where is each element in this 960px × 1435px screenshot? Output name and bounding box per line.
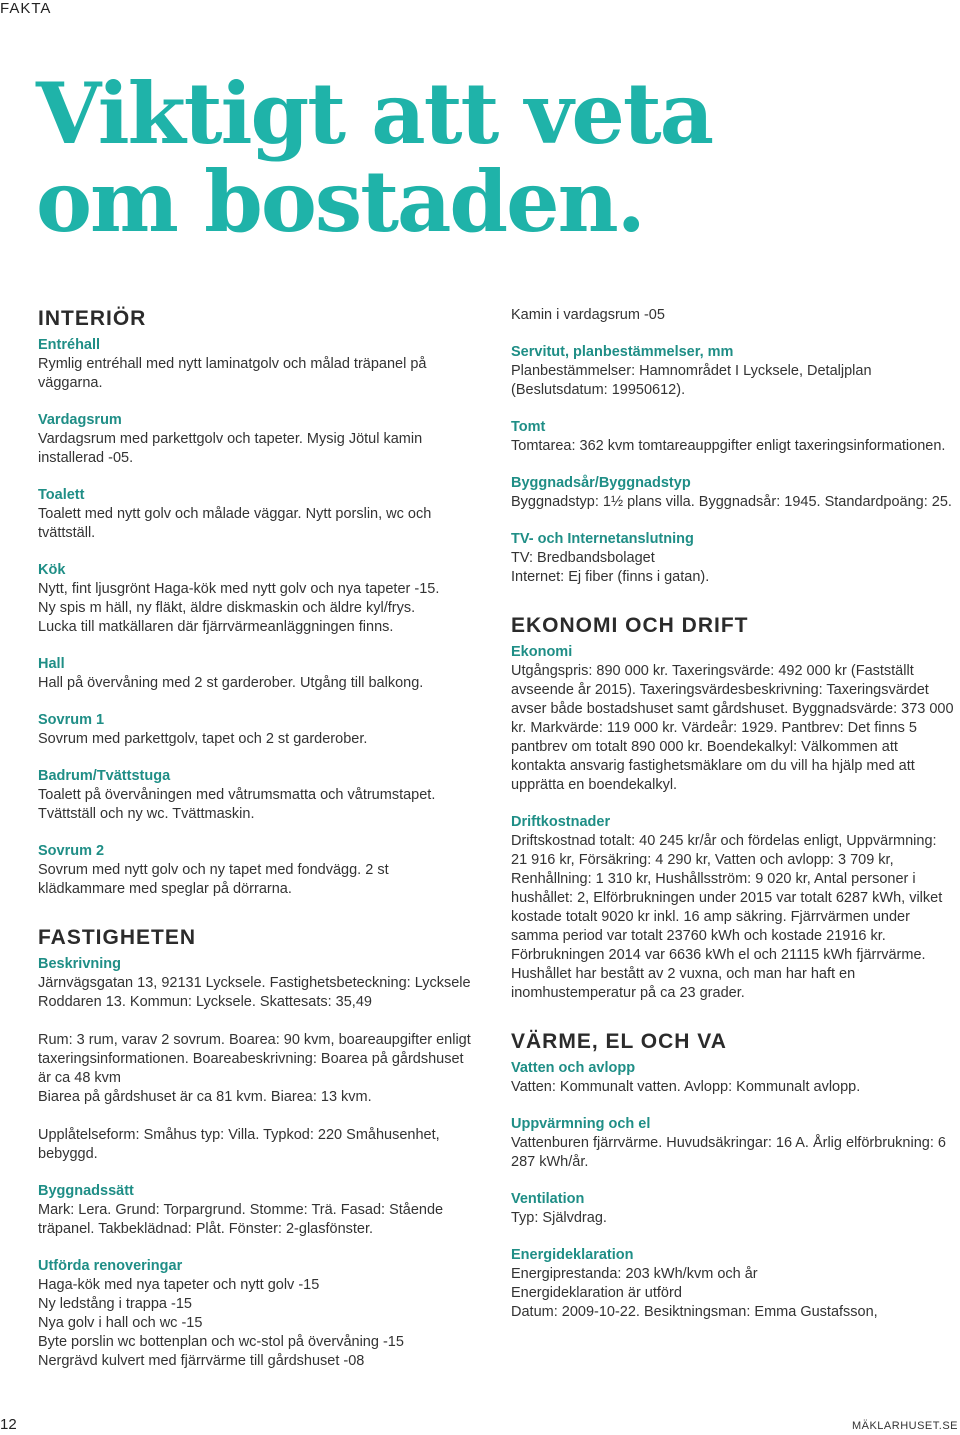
block-text: Vatten: Kommunalt vatten. Avlopp: Kommunalt avlopp. [511, 1079, 861, 1095]
interior-entrehall [38, 336, 478, 393]
description-paragraph: Upplåtelseform: Småhus typ: Villa. Typkod: 220 Småhusenhet, bebyggd. [38, 1127, 440, 1162]
block-text: Sovrum med nytt golv och ny tapet med fondvägg. 2 st klädkammare med speglar på dörrarna. [38, 862, 389, 897]
utilities-heading: VÄRME, EL OCH VA [511, 1030, 727, 1053]
block-text: Vattenburen fjärrvärme. Huvudsäkringar: 16 A. Årlig elförbrukning: 6 287 kWh/år. [511, 1135, 946, 1170]
block-title: Beskrivning [38, 956, 121, 972]
block-title: TV- och Internetanslutning [511, 531, 694, 547]
property-tomt [511, 418, 956, 456]
description-paragraphs [38, 974, 478, 1164]
interior-sovrum-1 [38, 711, 478, 749]
block-text: Tomtarea: 362 kvm tomtareauppgifter enligt taxeringsinformationen. [511, 438, 946, 454]
block-text: Planbestämmelser: Hamnområdet I Lycksele, Detaljplan (Beslutsdatum: 19950612). [511, 363, 872, 398]
interior-sovrum-2 [38, 842, 478, 899]
block-text: Rymlig entréhall med nytt laminatgolv och målad träpanel på väggarna. [38, 356, 427, 391]
block-text: Utgångspris: 890 000 kr. Taxeringsvärde: 492 000 kr (Fastställt avseende år 2015). Taxeringsvärdesbeskrivning: Taxeringsvärdet avser både bostadshuset samt gårdshuset. Byggnadsvärde: 373 000 kr. Markvärde: 119 000 kr. Värdeår: 1929. Pantbrev: Det finns 5 pantbrev om totalt 890 000 kr. Boendekalkyl: Välkommen att kontakta ansvarig fastighetsmäklare om du vill ha hjälp med att upprätta en boendekalkyl. [511, 663, 954, 793]
description-paragraph: Järnvägsgatan 13, 92131 Lycksele. Fastighetsbeteckning: Lycksele Roddaren 13. Kommun: Lycksele. Skattesats: 35,49 [38, 975, 471, 1010]
interior-toalett [38, 486, 478, 543]
interior-hall [38, 655, 478, 693]
utilities-uppvarmning [511, 1115, 956, 1172]
block-title: Energideklaration [511, 1247, 634, 1263]
section-tag: FAKTA [0, 0, 62, 19]
block-title: Hall [38, 656, 65, 672]
block-title: Servitut, planbestämmelser, mm [511, 344, 734, 360]
block-title: Ekonomi [511, 644, 573, 660]
page-title [36, 64, 736, 251]
block-title: Entréhall [38, 337, 101, 353]
description-paragraph: Rum: 3 rum, varav 2 sovrum. Boarea: 90 kvm, boareaupgifter enligt taxeringsinformationen. Boareabeskrivning: Boarea på gårdshuset är ca 48 kvm Biarea på gårdshuset är ca 81 kvm. Biarea: 13 kvm. [38, 1032, 471, 1105]
block-title: Kök [38, 562, 66, 578]
interior-heading: INTERIÖR [38, 307, 147, 330]
property-byggnadssatt [38, 1182, 478, 1239]
headline-line-2: om bostaden. [36, 152, 644, 251]
block-text: Energiprestanda: 203 kWh/kvm och år Energideklaration är utförd Datum: 2009-10-22. Besiktningsman: Emma Gustafsson, [511, 1266, 878, 1320]
block-title: Ventilation [511, 1191, 585, 1207]
headline-line-1: Viktigt att veta [36, 64, 713, 163]
block-text: Vardagsrum med parkettgolv och tapeter. Mysig Jötul kamin installerad -05. [38, 431, 423, 466]
property-byggnadsar [511, 474, 956, 512]
block-text: Sovrum med parkettgolv, tapet och 2 st garderober. [38, 731, 368, 747]
block-title: Byggnadsår/Byggnadstyp [511, 475, 691, 491]
left-column [38, 306, 478, 1389]
interior-badrum [38, 767, 478, 824]
block-title: Sovrum 1 [38, 712, 105, 728]
block-title: Utförda renoveringar [38, 1258, 183, 1274]
property-tv-internet [511, 530, 956, 587]
utilities-ventilation [511, 1190, 956, 1228]
block-title: Tomt [511, 419, 546, 435]
block-text: TV: Bredbandsbolaget Internet: Ej fiber (finns i gatan). [511, 550, 710, 585]
property-servitut [511, 343, 956, 400]
block-text: Kamin i vardagsrum -05 [511, 307, 665, 323]
economy-heading: EKONOMI OCH DRIFT [511, 614, 749, 637]
block-title: Vatten och avlopp [511, 1060, 636, 1076]
block-title: Toalett [38, 487, 85, 503]
block-title: Badrum/Tvättstuga [38, 768, 171, 784]
page-number: 12 [0, 1416, 17, 1433]
block-text: Mark: Lera. Grund: Torpargrund. Stomme: Trä. Fasad: Stående träpanel. Takbeklädnad: Plåt. Fönster: 2-glasfönster. [38, 1202, 444, 1237]
utilities-vatten [511, 1059, 956, 1097]
block-text: Toalett med nytt golv och målade väggar. Nytt porslin, wc och tvättställ. [38, 506, 432, 541]
block-text: Hall på övervåning med 2 st garderober. Utgång till balkong. [38, 675, 424, 691]
property-renoveringar [38, 1257, 478, 1371]
block-text: Driftskostnad totalt: 40 245 kr/år och fördelas enligt, Uppvärmning: 21 916 kr, Försäkring: 4 290 kr, Vatten och avlopp: 3 709 kr, Renhållning: 1 310 kr, Hushållsström: 9 020 kr, Antal personer i hushållet: 2, Elförbrukningen under 2015 var totalt 6287 kWh, vilket kostade totalt 9020 kr inkl. 16 amp säkring. Fjärrvärmen under samma period var totalt 23760 kWh och kostade 21916 kr. Förbrukningen 2014 var 6636 kWh el och 21115 kWh fjärrvärme. Hushållet har bestått av 2 vuxna, och man har haft en inomhustemperatur på ca 23 grader. [511, 833, 943, 1001]
right-intro [511, 306, 956, 325]
block-text: Haga-kök med nya tapeter och nytt golv -15 Ny ledstång i trappa -15 Nya golv i hall och wc -15 Byte porslin wc bottenplan och wc-stol på övervåning -15 Nergrävd kulvert med fjärrvärme till gårdshuset -08 [38, 1277, 404, 1369]
block-title: Driftkostnader [511, 814, 611, 830]
utilities-energideklaration [511, 1246, 956, 1322]
site-link[interactable]: MÄKLARHUSET.SE [851, 1420, 958, 1432]
right-column [511, 306, 956, 1340]
block-text: Typ: Självdrag. [511, 1210, 607, 1226]
block-text: Nytt, fint ljusgrönt Haga-kök med nytt golv och nya tapeter -15. Ny spis m häll, ny fläkt, äldre diskmaskin och äldre kyl/frys. Lucka till matkällaren där fjärrvärmeanläggningen finns. [38, 581, 440, 635]
property-heading: FASTIGHETEN [38, 926, 197, 949]
block-title: Sovrum 2 [38, 843, 105, 859]
block-title: Uppvärmning och el [511, 1116, 651, 1132]
interior-vardagsrum [38, 411, 478, 468]
block-text: Toalett på övervåningen med våtrumsmatta och våtrumstapet. Tvättställ och ny wc. Tvättmaskin. [38, 787, 436, 822]
block-title: Byggnadssätt [38, 1183, 134, 1199]
block-text: Byggnadstyp: 1½ plans villa. Byggnadsår: 1945. Standardpoäng: 25. [511, 494, 952, 510]
economy-ekonomi [511, 643, 956, 795]
property-description [38, 955, 478, 1164]
block-title: Vardagsrum [38, 412, 122, 428]
economy-driftkostnader [511, 813, 956, 1003]
interior-kok [38, 561, 478, 637]
